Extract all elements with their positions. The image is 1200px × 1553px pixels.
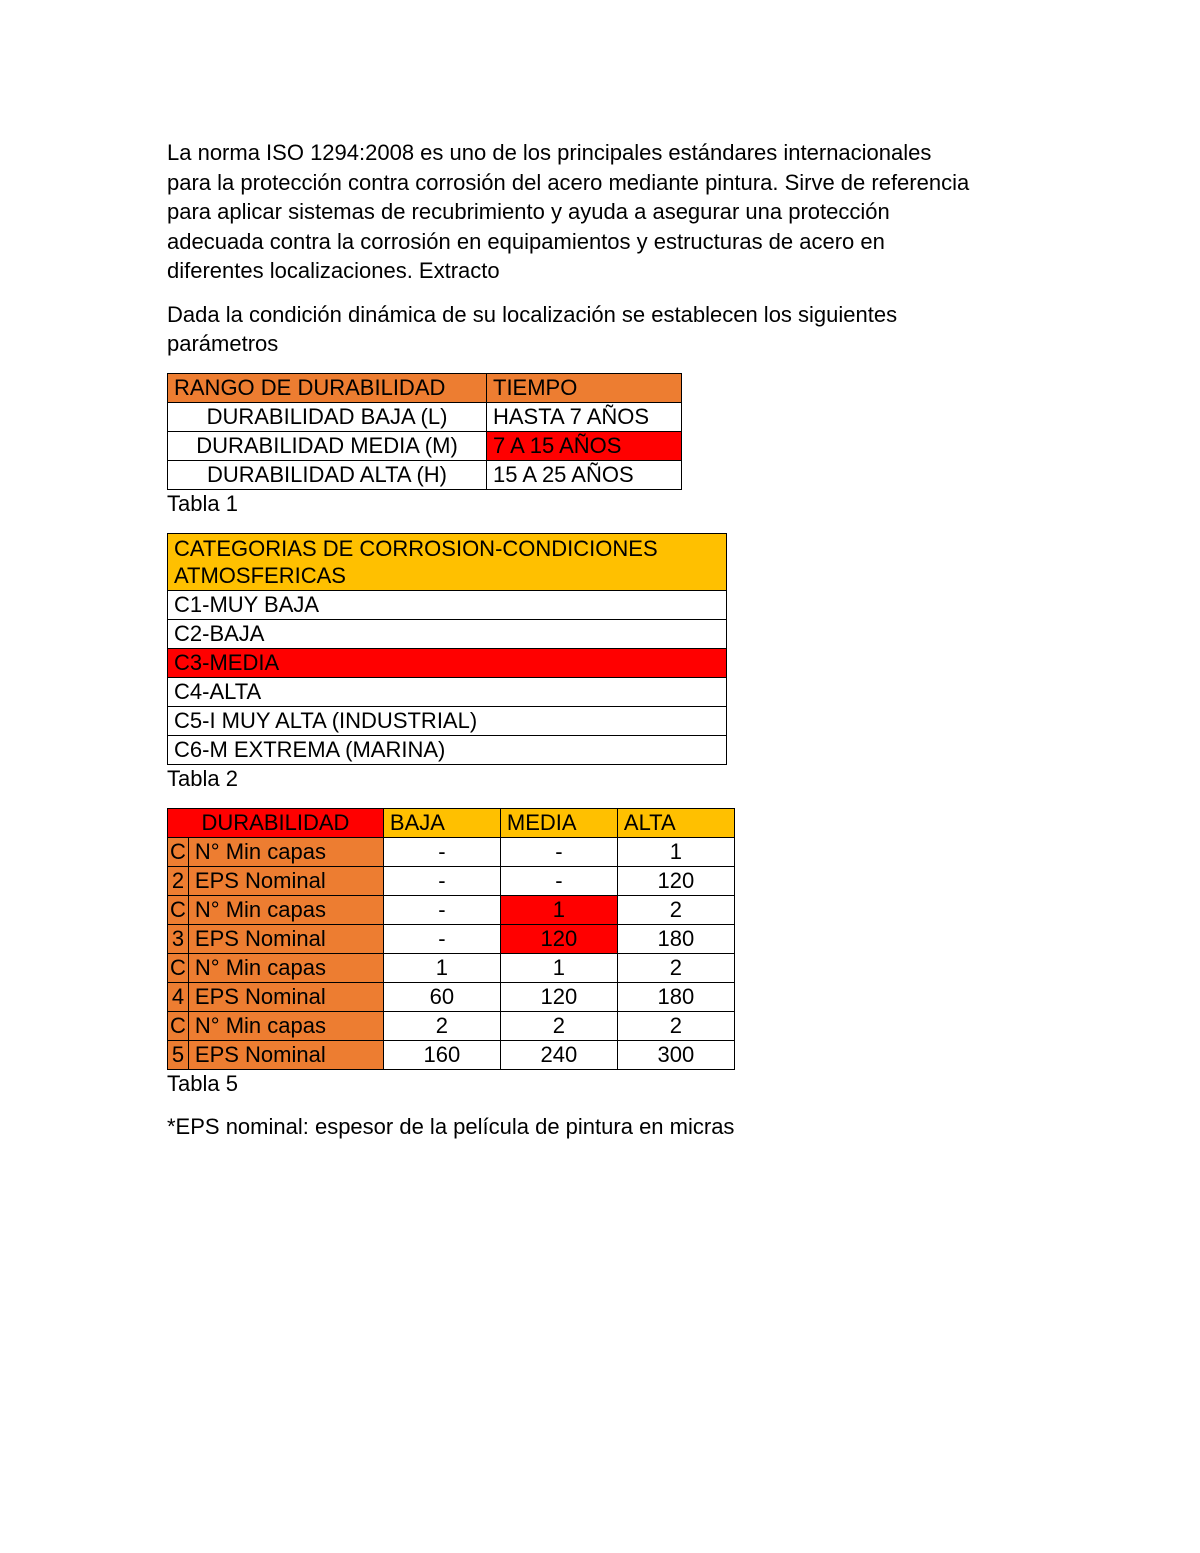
table-cell: C4-ALTA (168, 677, 727, 706)
table-header-cell: TIEMPO (487, 373, 682, 402)
table-cell: 1 (500, 953, 617, 982)
table-row (168, 460, 682, 489)
context-paragraph (167, 300, 1047, 359)
table-cell: - (500, 866, 617, 895)
table-row (168, 895, 735, 924)
table-header-cell: BAJA (383, 808, 500, 837)
document-page (167, 138, 1047, 1140)
table-cell: - (383, 866, 500, 895)
table-cell: 240 (500, 1040, 617, 1069)
table-row (168, 735, 727, 764)
category-label-top: C (168, 1011, 189, 1040)
parameter-cell: N° Min capas (188, 837, 383, 866)
table-cell: 120 (617, 866, 734, 895)
table-header-cell: RANGO DE DURABILIDAD (168, 373, 487, 402)
intro-paragraph (167, 138, 1037, 286)
highlighted-cell: 7 A 15 AÑOS (487, 431, 682, 460)
table-cell: 2 (617, 895, 734, 924)
intro-line: diferentes localizaciones. Extracto (167, 258, 500, 283)
context-line: parámetros (167, 331, 279, 356)
corrosion-category-table (167, 533, 727, 765)
table-row (168, 1011, 735, 1040)
table-cell: DURABILIDAD BAJA (L) (168, 402, 487, 431)
table-cell: 300 (617, 1040, 734, 1069)
table-row (168, 431, 682, 460)
parameter-cell: EPS Nominal (188, 924, 383, 953)
parameter-cell: EPS Nominal (188, 982, 383, 1011)
table-cell: 2 (617, 1011, 734, 1040)
table-row (168, 590, 727, 619)
table-header-cell: ALTA (617, 808, 734, 837)
category-label-bottom: 4 (168, 982, 189, 1011)
table-caption: Tabla 1 (167, 490, 238, 516)
table-header-cell: DURABILIDAD (168, 808, 384, 837)
table-cell: 160 (383, 1040, 500, 1069)
table-header-row (168, 373, 682, 402)
category-label-top: C (168, 837, 189, 866)
table-row (168, 866, 735, 895)
table-header-cell: CATEGORIAS DE CORROSION-CONDICIONES ATMOSFERICAS (168, 533, 727, 590)
coating-system-table (167, 808, 735, 1070)
table-caption: Tabla 5 (167, 1070, 238, 1096)
table-cell: C2-BAJA (168, 619, 727, 648)
footnote: *EPS nominal: espesor de la película de pintura en micras (167, 1113, 735, 1139)
table-row (168, 924, 735, 953)
category-label-top: C (168, 895, 189, 924)
highlighted-cell: C3-MEDIA (168, 648, 727, 677)
table-cell: 1 (617, 837, 734, 866)
category-label-bottom: 2 (168, 866, 189, 895)
table-cell: DURABILIDAD ALTA (H) (168, 460, 487, 489)
highlighted-cell: 1 (500, 895, 617, 924)
context-line: Dada la condición dinámica de su localización se establecen los siguientes (167, 301, 898, 327)
intro-line: La norma ISO 1294:2008 es uno de los principales estándares internacionales (167, 140, 932, 165)
table-cell: DURABILIDAD MEDIA (M) (168, 431, 487, 460)
parameter-cell: EPS Nominal (188, 866, 383, 895)
table-header-row (168, 808, 735, 837)
table-cell: 1 (383, 953, 500, 982)
table-cell: 15 A 25 AÑOS (487, 460, 682, 489)
parameter-cell: N° Min capas (188, 1011, 383, 1040)
table-caption: Tabla 2 (167, 765, 238, 791)
table-row (168, 837, 735, 866)
table-cell: C1-MUY BAJA (168, 590, 727, 619)
durability-table (167, 373, 682, 490)
intro-line: para la protección contra corrosión del acero mediante pintura. Sirve de referencia (167, 169, 970, 195)
parameter-cell: N° Min capas (188, 895, 383, 924)
table-cell: 120 (500, 982, 617, 1011)
table-cell: 60 (383, 982, 500, 1011)
category-label-bottom: 3 (168, 924, 189, 953)
table-header-row (168, 533, 727, 590)
table-cell: HASTA 7 AÑOS (487, 402, 682, 431)
table-row (168, 1040, 735, 1069)
table-row (168, 982, 735, 1011)
parameter-cell: EPS Nominal (188, 1040, 383, 1069)
table-cell: 2 (617, 953, 734, 982)
table-cell: C6-M EXTREMA (MARINA) (168, 735, 727, 764)
table-row (168, 677, 727, 706)
parameter-cell: N° Min capas (188, 953, 383, 982)
table-row (168, 953, 735, 982)
table-header-cell: MEDIA (500, 808, 617, 837)
table-cell: - (383, 895, 500, 924)
table-cell: 2 (383, 1011, 500, 1040)
category-label-top: C (168, 953, 189, 982)
intro-line: adecuada contra la corrosión en equipamientos y estructuras de acero en (167, 228, 885, 254)
table-cell: 2 (500, 1011, 617, 1040)
table-cell: - (383, 837, 500, 866)
table-cell: 180 (617, 924, 734, 953)
category-label-bottom: 5 (168, 1040, 189, 1069)
table-row (168, 706, 727, 735)
table-cell: - (500, 837, 617, 866)
highlighted-cell: 120 (500, 924, 617, 953)
table-row (168, 648, 727, 677)
intro-line: para aplicar sistemas de recubrimiento y ayuda a asegurar una protección (167, 199, 890, 224)
table-row (168, 402, 682, 431)
table-row (168, 619, 727, 648)
table-cell: C5-I MUY ALTA (INDUSTRIAL) (168, 706, 727, 735)
table-cell: - (383, 924, 500, 953)
table-cell: 180 (617, 982, 734, 1011)
